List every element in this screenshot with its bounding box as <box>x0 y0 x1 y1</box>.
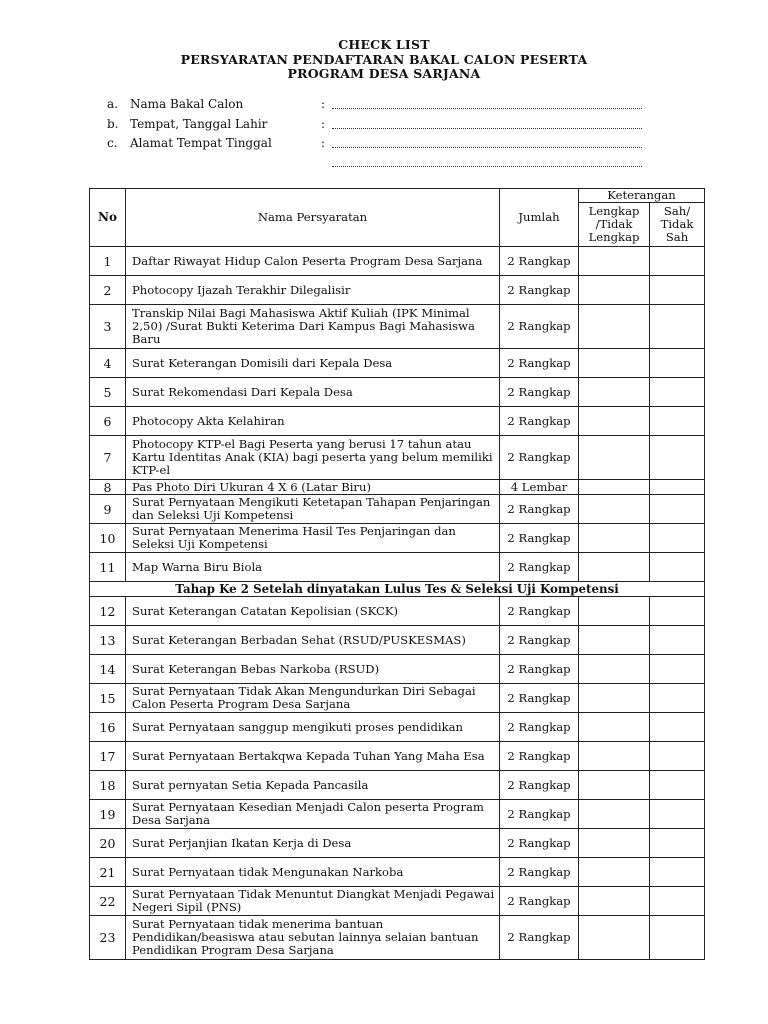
document-title: CHECK LIST <box>338 37 430 52</box>
table-row <box>90 407 705 436</box>
table-row <box>90 349 705 378</box>
table-row <box>90 553 705 582</box>
field-label: Nama Bakal Calon <box>130 97 244 111</box>
row-number: 14 <box>90 655 126 684</box>
table-row <box>90 480 705 495</box>
sah-check-cell[interactable] <box>650 597 705 626</box>
sah-check-cell[interactable] <box>650 480 705 495</box>
header-nama-persyaratan: Nama Persyaratan <box>126 189 500 247</box>
table-body-stage-2 <box>90 597 705 960</box>
requirements-table <box>89 188 705 960</box>
sah-check-cell[interactable] <box>650 276 705 305</box>
table-row <box>90 524 705 553</box>
lengkap-check-cell[interactable] <box>579 916 650 960</box>
row-number: 23 <box>90 916 126 960</box>
requirement-name: Surat Pernyataan tidak menerima bantuan Pendidikan/beasiswa atau sebutan lainnya selaian bantuan Pendidikan Program Desa Sarjana <box>126 916 500 960</box>
lengkap-check-cell[interactable] <box>579 436 650 480</box>
lengkap-check-cell[interactable] <box>579 305 650 349</box>
requirement-name: Surat Perjanjian Ikatan Kerja di Desa <box>126 829 500 858</box>
requirement-name: Surat Pernyataan Tidak Menuntut Diangkat Menjadi Pegawai Negeri Sipil (PNS) <box>126 887 500 916</box>
sah-check-cell[interactable] <box>650 684 705 713</box>
sah-check-cell[interactable] <box>650 626 705 655</box>
requirement-quantity: 2 Rangkap <box>500 495 579 524</box>
field-letter: a. <box>107 97 118 111</box>
requirement-name: Photocopy KTP-el Bagi Peserta yang berusi 17 tahun atau Kartu Identitas Anak (KIA) bagi peserta yang belum memiliki KTP-el <box>126 436 500 480</box>
section-heading: Tahap Ke 2 Setelah dinyatakan Lulus Tes & Seleksi Uji Kompetensi <box>90 582 705 597</box>
sah-check-cell[interactable] <box>650 742 705 771</box>
requirement-quantity: 2 Rangkap <box>500 916 579 960</box>
sah-check-cell[interactable] <box>650 858 705 887</box>
requirement-name: Surat Rekomendasi Dari Kepala Desa <box>126 378 500 407</box>
table-row <box>90 887 705 916</box>
requirement-name: Surat Keterangan Berbadan Sehat (RSUD/PUSKESMAS) <box>126 626 500 655</box>
requirement-name: Daftar Riwayat Hidup Calon Peserta Program Desa Sarjana <box>126 247 500 276</box>
table-row <box>90 305 705 349</box>
table-row <box>90 742 705 771</box>
field-label: Alamat Tempat Tinggal <box>130 136 272 150</box>
row-number: 5 <box>90 378 126 407</box>
field-label: Tempat, Tanggal Lahir <box>130 117 268 131</box>
row-number: 16 <box>90 713 126 742</box>
sah-check-cell[interactable] <box>650 916 705 960</box>
table-row <box>90 713 705 742</box>
document-subtitle-2: PROGRAM DESA SARJANA <box>287 66 481 81</box>
row-number: 3 <box>90 305 126 349</box>
header-lengkap: Lengkap /Tidak Lengkap <box>579 203 650 247</box>
row-number: 15 <box>90 684 126 713</box>
requirement-quantity: 2 Rangkap <box>500 713 579 742</box>
fill-in-line[interactable] <box>332 128 642 129</box>
sah-check-cell[interactable] <box>650 407 705 436</box>
row-number: 10 <box>90 524 126 553</box>
lengkap-check-cell[interactable] <box>579 655 650 684</box>
row-number: 4 <box>90 349 126 378</box>
field-alamat <box>0 136 768 152</box>
requirement-quantity: 2 Rangkap <box>500 829 579 858</box>
row-number: 12 <box>90 597 126 626</box>
requirement-quantity: 2 Rangkap <box>500 655 579 684</box>
header-sah: Sah/ Tidak Sah <box>650 203 705 247</box>
sah-check-cell[interactable] <box>650 378 705 407</box>
requirement-name: Surat Keterangan Catatan Kepolisian (SKCK) <box>126 597 500 626</box>
table-row <box>90 684 705 713</box>
field-colon: : <box>321 136 326 150</box>
document-subtitle-1: PERSYARATAN PENDAFTARAN BAKAL CALON PESERTA <box>180 52 588 67</box>
requirement-name: Pas Photo Diri Ukuran 4 X 6 (Latar Biru) <box>126 480 500 495</box>
table-row <box>90 276 705 305</box>
lengkap-check-cell[interactable] <box>579 597 650 626</box>
sah-check-cell[interactable] <box>650 524 705 553</box>
lengkap-check-cell[interactable] <box>579 378 650 407</box>
table-row <box>90 916 705 960</box>
lengkap-check-cell[interactable] <box>579 829 650 858</box>
field-tempat-tanggal-lahir <box>0 117 768 133</box>
lengkap-check-cell[interactable] <box>579 771 650 800</box>
requirement-quantity: 2 Rangkap <box>500 771 579 800</box>
table-section-stage-2 <box>90 582 705 597</box>
header-no: No <box>90 189 126 247</box>
requirement-quantity: 2 Rangkap <box>500 247 579 276</box>
table-body-stage-1 <box>90 247 705 582</box>
requirement-quantity: 2 Rangkap <box>500 626 579 655</box>
lengkap-check-cell[interactable] <box>579 349 650 378</box>
row-number: 9 <box>90 495 126 524</box>
row-number: 1 <box>90 247 126 276</box>
requirement-name: Surat Pernyataan tidak Mengunakan Narkoba <box>126 858 500 887</box>
fill-in-line[interactable] <box>332 108 642 109</box>
requirement-quantity: 2 Rangkap <box>500 378 579 407</box>
sah-check-cell[interactable] <box>650 349 705 378</box>
sah-check-cell[interactable] <box>650 829 705 858</box>
requirement-name: Surat Pernyataan Tidak Akan Mengundurkan Diri Sebagai Calon Peserta Program Desa Sarjana <box>126 684 500 713</box>
lengkap-check-cell[interactable] <box>579 495 650 524</box>
row-number: 18 <box>90 771 126 800</box>
requirement-name: Surat Pernyataan Bertakqwa Kepada Tuhan Yang Maha Esa <box>126 742 500 771</box>
row-number: 19 <box>90 800 126 829</box>
header-keterangan: Keterangan <box>579 189 705 203</box>
fill-in-line[interactable] <box>332 147 642 148</box>
requirement-quantity: 2 Rangkap <box>500 742 579 771</box>
header-jumlah: Jumlah <box>500 189 579 247</box>
lengkap-check-cell[interactable] <box>579 480 650 495</box>
lengkap-check-cell[interactable] <box>579 626 650 655</box>
table-row <box>90 626 705 655</box>
requirement-quantity: 2 Rangkap <box>500 305 579 349</box>
lengkap-check-cell[interactable] <box>579 742 650 771</box>
lengkap-check-cell[interactable] <box>579 276 650 305</box>
sah-check-cell[interactable] <box>650 436 705 480</box>
table-row <box>90 829 705 858</box>
row-number: 21 <box>90 858 126 887</box>
field-nama <box>0 97 768 113</box>
sah-check-cell[interactable] <box>650 655 705 684</box>
lengkap-check-cell[interactable] <box>579 713 650 742</box>
requirement-quantity: 4 Lembar <box>500 480 579 495</box>
field-letter: b. <box>107 117 119 131</box>
requirement-quantity: 2 Rangkap <box>500 597 579 626</box>
sah-check-cell[interactable] <box>650 713 705 742</box>
sah-check-cell[interactable] <box>650 305 705 349</box>
lengkap-check-cell[interactable] <box>579 800 650 829</box>
row-number: 22 <box>90 887 126 916</box>
field-letter: c. <box>107 136 118 150</box>
field-colon: : <box>321 97 326 111</box>
requirement-name: Transkip Nilai Bagi Mahasiswa Aktif Kuliah (IPK Minimal 2,50) /Surat Bukti Keterima Dari Kampus Bagi Mahasiswa Baru <box>126 305 500 349</box>
requirement-quantity: 2 Rangkap <box>500 858 579 887</box>
requirement-name: Map Warna Biru Biola <box>126 553 500 582</box>
table-row <box>90 378 705 407</box>
requirement-quantity: 2 Rangkap <box>500 553 579 582</box>
fill-in-line[interactable] <box>332 166 642 167</box>
requirement-name: Surat Pernyataan Kesedian Menjadi Calon peserta Program Desa Sarjana <box>126 800 500 829</box>
requirement-name: Photocopy Akta Kelahiran <box>126 407 500 436</box>
requirement-quantity: 2 Rangkap <box>500 524 579 553</box>
lengkap-check-cell[interactable] <box>579 858 650 887</box>
row-number: 7 <box>90 436 126 480</box>
table-row <box>90 800 705 829</box>
sah-check-cell[interactable] <box>650 247 705 276</box>
requirement-name: Surat Keterangan Bebas Narkoba (RSUD) <box>126 655 500 684</box>
requirement-name: Photocopy Ijazah Terakhir Dilegalisir <box>126 276 500 305</box>
sah-check-cell[interactable] <box>650 887 705 916</box>
table-row <box>90 655 705 684</box>
table-row <box>90 247 705 276</box>
table-row <box>90 495 705 524</box>
requirement-quantity: 2 Rangkap <box>500 276 579 305</box>
field-colon: : <box>321 117 326 131</box>
field-alamat-continued <box>0 155 768 171</box>
sah-check-cell[interactable] <box>650 495 705 524</box>
row-number: 20 <box>90 829 126 858</box>
row-number: 13 <box>90 626 126 655</box>
lengkap-check-cell[interactable] <box>579 524 650 553</box>
requirement-name: Surat Pernyataan Menerima Hasil Tes Penjaringan dan Seleksi Uji Kompetensi <box>126 524 500 553</box>
lengkap-check-cell[interactable] <box>579 887 650 916</box>
requirement-quantity: 2 Rangkap <box>500 407 579 436</box>
sah-check-cell[interactable] <box>650 771 705 800</box>
table-row <box>90 771 705 800</box>
sah-check-cell[interactable] <box>650 800 705 829</box>
row-number: 17 <box>90 742 126 771</box>
requirement-name: Surat Keterangan Domisili dari Kepala Desa <box>126 349 500 378</box>
lengkap-check-cell[interactable] <box>579 553 650 582</box>
row-number: 8 <box>90 480 126 495</box>
table-row <box>90 597 705 626</box>
requirement-quantity: 2 Rangkap <box>500 349 579 378</box>
table-row <box>90 436 705 480</box>
lengkap-check-cell[interactable] <box>579 247 650 276</box>
requirement-quantity: 2 Rangkap <box>500 436 579 480</box>
row-number: 11 <box>90 553 126 582</box>
lengkap-check-cell[interactable] <box>579 684 650 713</box>
row-number: 2 <box>90 276 126 305</box>
row-number: 6 <box>90 407 126 436</box>
table-row <box>90 858 705 887</box>
requirement-name: Surat Pernyataan Mengikuti Ketetapan Tahapan Penjaringan dan Seleksi Uji Kompetensi <box>126 495 500 524</box>
requirement-name: Surat Pernyataan sanggup mengikuti proses pendidikan <box>126 713 500 742</box>
requirement-quantity: 2 Rangkap <box>500 800 579 829</box>
requirement-quantity: 2 Rangkap <box>500 887 579 916</box>
requirement-name: Surat pernyatan Setia Kepada Pancasila <box>126 771 500 800</box>
requirement-quantity: 2 Rangkap <box>500 684 579 713</box>
sah-check-cell[interactable] <box>650 553 705 582</box>
lengkap-check-cell[interactable] <box>579 407 650 436</box>
